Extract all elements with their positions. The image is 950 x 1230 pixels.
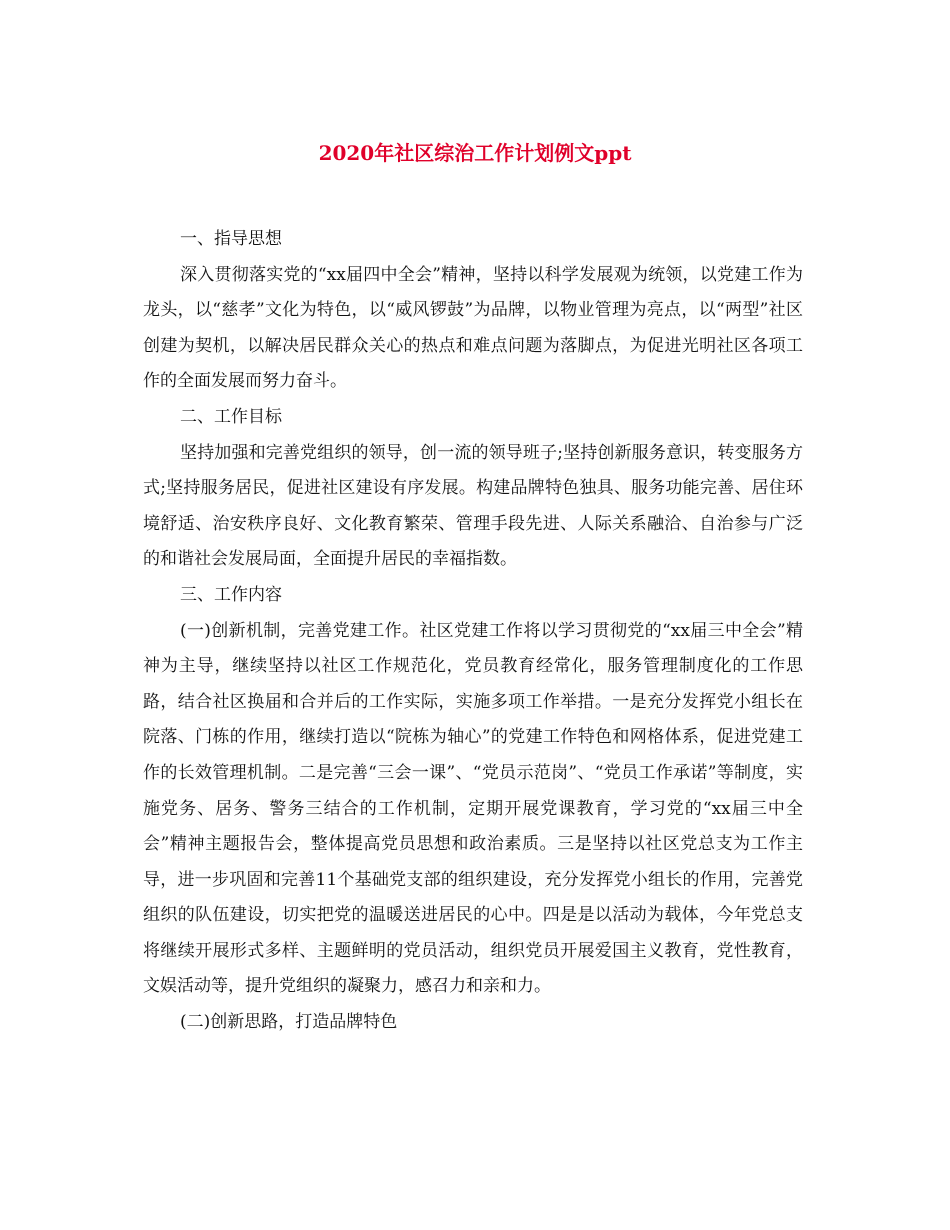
paragraph-guiding-ideology: 深入贯彻落实党的“xx届四中全会”精神，坚持以科学发展观为统领，以党建工作为龙头，以“慈孝”文化为特色，以“威风锣鼓”为品牌，以物业管理为亮点，以“两型”社区创建为契机，以解决居民群众关心的热点和难点问题为落脚点，为促进光明社区各项工作的全面发展而努力奋斗。	[143, 264, 803, 392]
paragraph-work-goals: 坚持加强和完善党组织的领导，创一流的领导班子;坚持创新服务意识，转变服务方式;坚持服务居民，促进社区建设有序发展。构建品牌特色独具、服务功能完善、居住环境舒适、治安秩序良好、文化教育繁荣、管理手段先进、人际关系融洽、自治参与广泛的和谐社会发展局面，全面提升居民的幸福指数。	[143, 442, 803, 570]
section-heading-work-goals: 二、工作目标	[180, 406, 282, 427]
document-title: 2020年社区综治工作计划例文ppt	[318, 141, 632, 165]
section-heading-guiding-ideology: 一、指导思想	[180, 229, 282, 249]
document-body	[143, 222, 803, 1041]
section-heading-work-content: 三、工作内容	[180, 584, 282, 605]
subheading-brand-features: (二)创新思路，打造品牌特色	[180, 1012, 398, 1033]
paragraph-party-building: (一)创新机制，完善党建工作。社区党建工作将以学习贯彻党的“xx届三中全会”精神为主导，继续坚持以社区工作规范化，党员教育经常化，服务管理制度化的工作思路，结合社区换届和合并后的工作实际，实施多项工作举措。一是充分发挥党小组长在院落、门栋的作用，继续打造以“院栋为轴心”的党建工作特色和网格体系，促进党建工作的长效管理机制。二是完善“三会一课”、“党员示范岗”、“党员工作承诺”等制度，实施党务、居务、警务三结合的工作机制，定期开展党课教育，学习党的“xx届三中全会”精神主题报告会，整体提高党员思想和政治素质。三是坚持以社区党总支为工作主导，进一步巩固和完善11个基础党支部的组织建设，充分发挥党小组长的作用，完善党组织的队伍建设，切实把党的温暖送进居民的心中。四是是以活动为载体，今年党总支将继续开展形式多样、主题鲜明的党员活动，组织党员开展爱国主义教育，党性教育，文娱活动等，提升党组织的凝聚力，感召力和亲和力。	[143, 620, 803, 997]
